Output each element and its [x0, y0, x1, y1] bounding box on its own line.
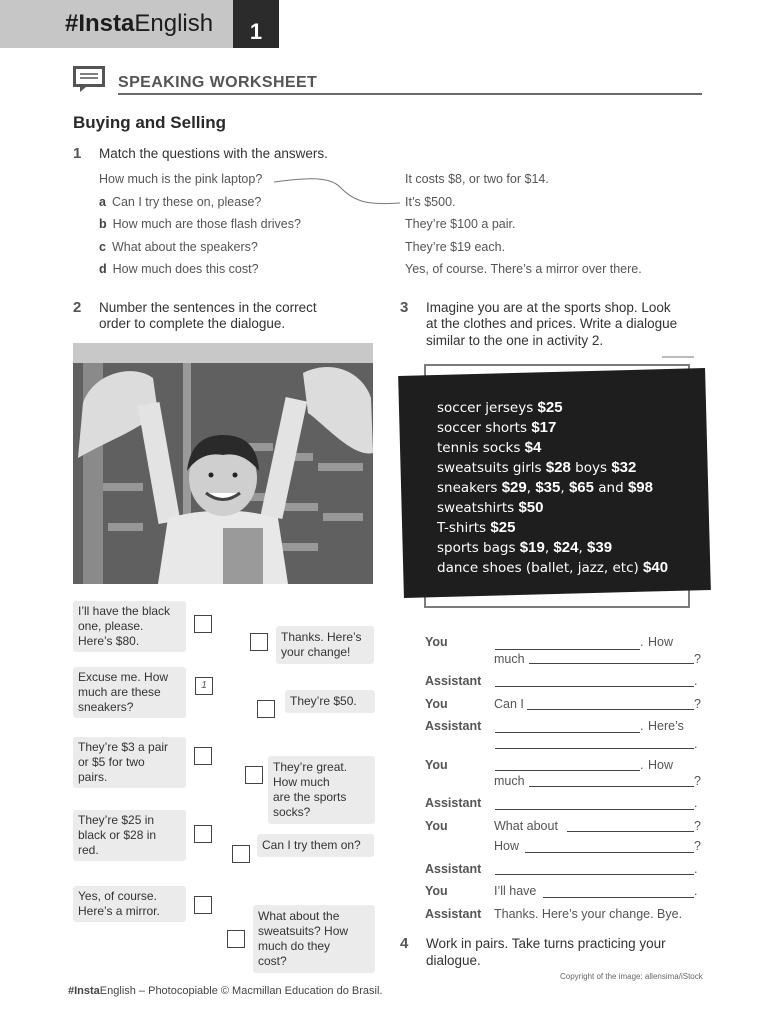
answer-line[interactable] — [495, 636, 640, 650]
prompt-how: How — [494, 839, 520, 853]
prompt-heres: Here’s — [648, 719, 684, 733]
price-item-label: sports bags — [437, 540, 520, 556]
unit-number: 1 — [233, 0, 279, 48]
price-separator: , — [560, 480, 569, 496]
punct: . — [640, 758, 644, 772]
order-checkbox[interactable]: 1 — [195, 677, 213, 695]
bubble-line: one, please. — [78, 619, 144, 633]
order-checkbox[interactable] — [194, 615, 212, 633]
ex3-instruction-line1: Imagine you are at the sports shop. Look — [426, 300, 671, 315]
answer-line[interactable] — [525, 839, 694, 853]
question-letter: d — [99, 262, 107, 277]
punct: ? — [694, 839, 701, 853]
order-checkbox[interactable] — [227, 930, 245, 948]
price-item-label: sneakers — [437, 480, 502, 496]
price-value: $17 — [531, 419, 557, 436]
ex3-number: 3 — [400, 299, 409, 316]
price-item-label: tennis socks — [437, 440, 525, 456]
price-row — [437, 558, 668, 578]
bubble-line: How much — [273, 775, 330, 789]
ex2-number: 2 — [73, 299, 82, 316]
bubble-line: They’re $3 a pair — [78, 740, 169, 754]
punct: ? — [694, 652, 701, 666]
question-text: How much are those flash drives? — [112, 217, 301, 232]
dialogue-bubble — [73, 737, 186, 788]
dialogue-bubble — [257, 834, 374, 857]
answer-item: Yes, of course. There’s a mirror over there. — [405, 262, 642, 277]
answer-item: It’s $500. — [405, 194, 456, 209]
punct: ? — [694, 697, 701, 711]
answer-line[interactable] — [495, 735, 694, 749]
punct: . — [694, 862, 698, 876]
prompt-ill-have: I’ll have — [494, 884, 537, 898]
price-row — [437, 478, 668, 498]
photo-boy-holding-sneakers — [73, 343, 373, 584]
question-text: What about the speakers? — [111, 239, 258, 254]
ex2-instruction-line1: Number the sentences in the correct — [99, 300, 317, 315]
price-row — [437, 438, 668, 458]
speaker-you: You — [425, 635, 448, 649]
ex4-instruction-line1: Work in pairs. Take turns practicing your — [426, 936, 666, 951]
price-list — [437, 398, 668, 578]
price-row — [437, 538, 668, 558]
punct: . — [694, 674, 698, 688]
dialogue-bubble — [73, 886, 186, 922]
answer-line[interactable] — [527, 696, 694, 710]
speaker-you: You — [425, 819, 448, 833]
bubble-line: Can I try them on? — [262, 838, 361, 852]
price-value: $29 — [501, 479, 527, 496]
price-separator: and — [593, 480, 628, 496]
prompt-much: much — [494, 774, 525, 788]
price-value: $39 — [587, 539, 613, 556]
dialogue-bubble — [253, 905, 375, 973]
bubble-line: sneakers? — [78, 700, 134, 714]
ex3-instruction-line2: at the clothes and prices. Write a dialogue — [426, 316, 678, 331]
price-value: $65 — [568, 479, 594, 496]
question-text: How much does this cost? — [112, 262, 259, 277]
section-divider — [118, 93, 702, 95]
dialogue-bubble — [285, 690, 375, 713]
frame-tab — [662, 356, 694, 358]
prompt-can-i: Can I — [494, 697, 524, 711]
question-item — [99, 172, 262, 186]
bubble-line: socks? — [273, 805, 311, 819]
ex1-number: 1 — [73, 145, 82, 162]
bubble-line: sweatsuits? How — [258, 924, 349, 938]
price-value: $25 — [537, 399, 563, 416]
price-row — [437, 498, 668, 518]
speaker-assistant: Assistant — [425, 907, 482, 921]
speaker-assistant: Assistant — [425, 796, 482, 810]
bubble-line: Excuse me. How — [78, 670, 169, 684]
bubble-line: What about the — [258, 909, 340, 923]
punct: . — [694, 884, 698, 898]
price-item-label: soccer jerseys — [437, 400, 538, 416]
price-item-label: sweatsuits girls — [437, 460, 546, 476]
match-line — [270, 175, 405, 210]
image-copyright: Copyright of the image: allensima/iStock — [560, 972, 703, 981]
section-title: SPEAKING WORKSHEET — [118, 74, 318, 91]
question-text: How much is the pink laptop? — [99, 172, 263, 186]
price-value: $98 — [627, 479, 653, 496]
punct: ? — [694, 819, 701, 833]
punct: . — [640, 635, 644, 649]
answer-item: They’re $100 a pair. — [405, 217, 516, 232]
question-item — [99, 195, 261, 209]
bubble-line: Yes, of course. — [78, 889, 157, 903]
question-item — [99, 217, 301, 231]
bubble-line: I’ll have the black — [78, 604, 171, 618]
question-item — [99, 240, 258, 254]
answer-line[interactable] — [543, 884, 694, 898]
page-title: Buying and Selling — [73, 113, 227, 132]
answer-line[interactable] — [529, 773, 694, 787]
bubble-line: They’re great. — [273, 760, 348, 774]
bubble-line: red. — [78, 843, 99, 857]
question-letter: c — [99, 239, 106, 254]
price-item-label: sweatshirts — [437, 500, 519, 516]
order-checkbox[interactable] — [245, 766, 263, 784]
dialogue-bubble — [73, 810, 186, 861]
bubble-line: or $5 for two — [78, 755, 145, 769]
footer: #InstaEnglish – Photocopiable © Macmillan Education do Brasil. — [68, 985, 383, 997]
bubble-line: black or $28 in — [78, 828, 157, 842]
price-separator: , — [526, 480, 536, 496]
answer-line[interactable] — [495, 861, 694, 875]
speaker-assistant: Assistant — [425, 674, 482, 688]
price-item-label: T-shirts — [437, 520, 491, 536]
price-row — [437, 398, 668, 418]
price-item-label: dance shoes (ballet, jazz, etc) — [437, 560, 644, 576]
answer-line[interactable] — [529, 650, 694, 664]
ex4-instruction-line2: dialogue. — [426, 953, 481, 968]
header-brand: #InstaEnglish — [0, 0, 233, 48]
dialogue-bubble — [73, 667, 186, 718]
bubble-line: Here’s a mirror. — [78, 904, 160, 918]
price-value: $24 — [553, 539, 579, 556]
order-checkbox[interactable] — [257, 700, 275, 718]
bubble-line: Here’s $80. — [78, 634, 140, 648]
order-checkbox[interactable] — [250, 633, 268, 651]
speaker-you: You — [425, 697, 448, 711]
bubble-line: They’re $50. — [290, 694, 357, 708]
prompt-how: How — [648, 635, 674, 649]
price-value: $4 — [524, 439, 542, 456]
ex3-instruction-line3: similar to the one in activity 2. — [426, 333, 604, 348]
answer-item: They’re $19 each. — [405, 239, 506, 254]
speaker-assistant: Assistant — [425, 862, 482, 876]
answer-line[interactable] — [495, 796, 694, 810]
price-value: $50 — [518, 499, 544, 516]
speaker-you: You — [425, 884, 448, 898]
price-separator: , — [578, 540, 588, 556]
speaker-you: You — [425, 758, 448, 772]
order-checkbox[interactable] — [194, 896, 212, 914]
answer-line[interactable] — [567, 818, 694, 832]
question-item — [99, 262, 259, 276]
dialogue-bubble — [276, 626, 374, 664]
ex1-instruction: Match the questions with the answers. — [99, 146, 328, 161]
punct: ? — [694, 774, 701, 788]
answer-line[interactable] — [495, 757, 640, 771]
price-item-label: soccer shorts — [437, 420, 532, 436]
speech-bubble-icon — [73, 66, 105, 92]
price-separator: , — [544, 540, 554, 556]
bubble-line: Thanks. Here’s — [281, 630, 362, 644]
price-separator: boys — [570, 460, 612, 476]
speaker-assistant: Assistant — [425, 719, 482, 733]
price-value: $28 — [545, 459, 571, 476]
bubble-line: They’re $25 in — [78, 813, 155, 827]
answer-line[interactable] — [495, 673, 694, 687]
price-row — [437, 458, 668, 478]
question-letter: a — [99, 194, 106, 209]
bubble-line: your change! — [281, 645, 351, 659]
ex4-number: 4 — [400, 935, 409, 952]
dialogue-bubble — [73, 601, 186, 652]
price-row — [437, 418, 668, 438]
price-value: $40 — [643, 559, 669, 576]
punct: . — [694, 796, 698, 810]
bubble-line: much do they — [258, 939, 331, 953]
prompt-how: How — [648, 758, 674, 772]
bubble-line: pairs. — [78, 770, 108, 784]
prompt-much: much — [494, 652, 525, 666]
bubble-line: much are these — [78, 685, 161, 699]
price-value: $25 — [490, 519, 516, 536]
price-row — [437, 518, 668, 538]
bubble-line: are the sports — [273, 790, 347, 804]
ex2-instruction-line2: order to complete the dialogue. — [99, 316, 286, 331]
order-checkbox[interactable] — [232, 845, 250, 863]
order-checkbox[interactable] — [194, 825, 212, 843]
price-value: $19 — [519, 539, 545, 556]
price-value: $35 — [535, 479, 561, 496]
question-text: Can I try these on, please? — [111, 194, 262, 209]
answer-line[interactable] — [495, 719, 640, 733]
dialogue-bubble — [268, 756, 375, 824]
bubble-line: cost? — [258, 954, 287, 968]
punct: . — [640, 719, 644, 733]
order-checkbox[interactable] — [194, 747, 212, 765]
price-value: $32 — [611, 459, 637, 476]
closing-line: Thanks. Here’s your change. Bye. — [494, 907, 683, 921]
answer-item: It costs $8, or two for $14. — [405, 172, 549, 186]
punct: . — [694, 737, 698, 751]
question-letter: b — [99, 217, 107, 232]
prompt-what-about: What about — [494, 819, 558, 833]
